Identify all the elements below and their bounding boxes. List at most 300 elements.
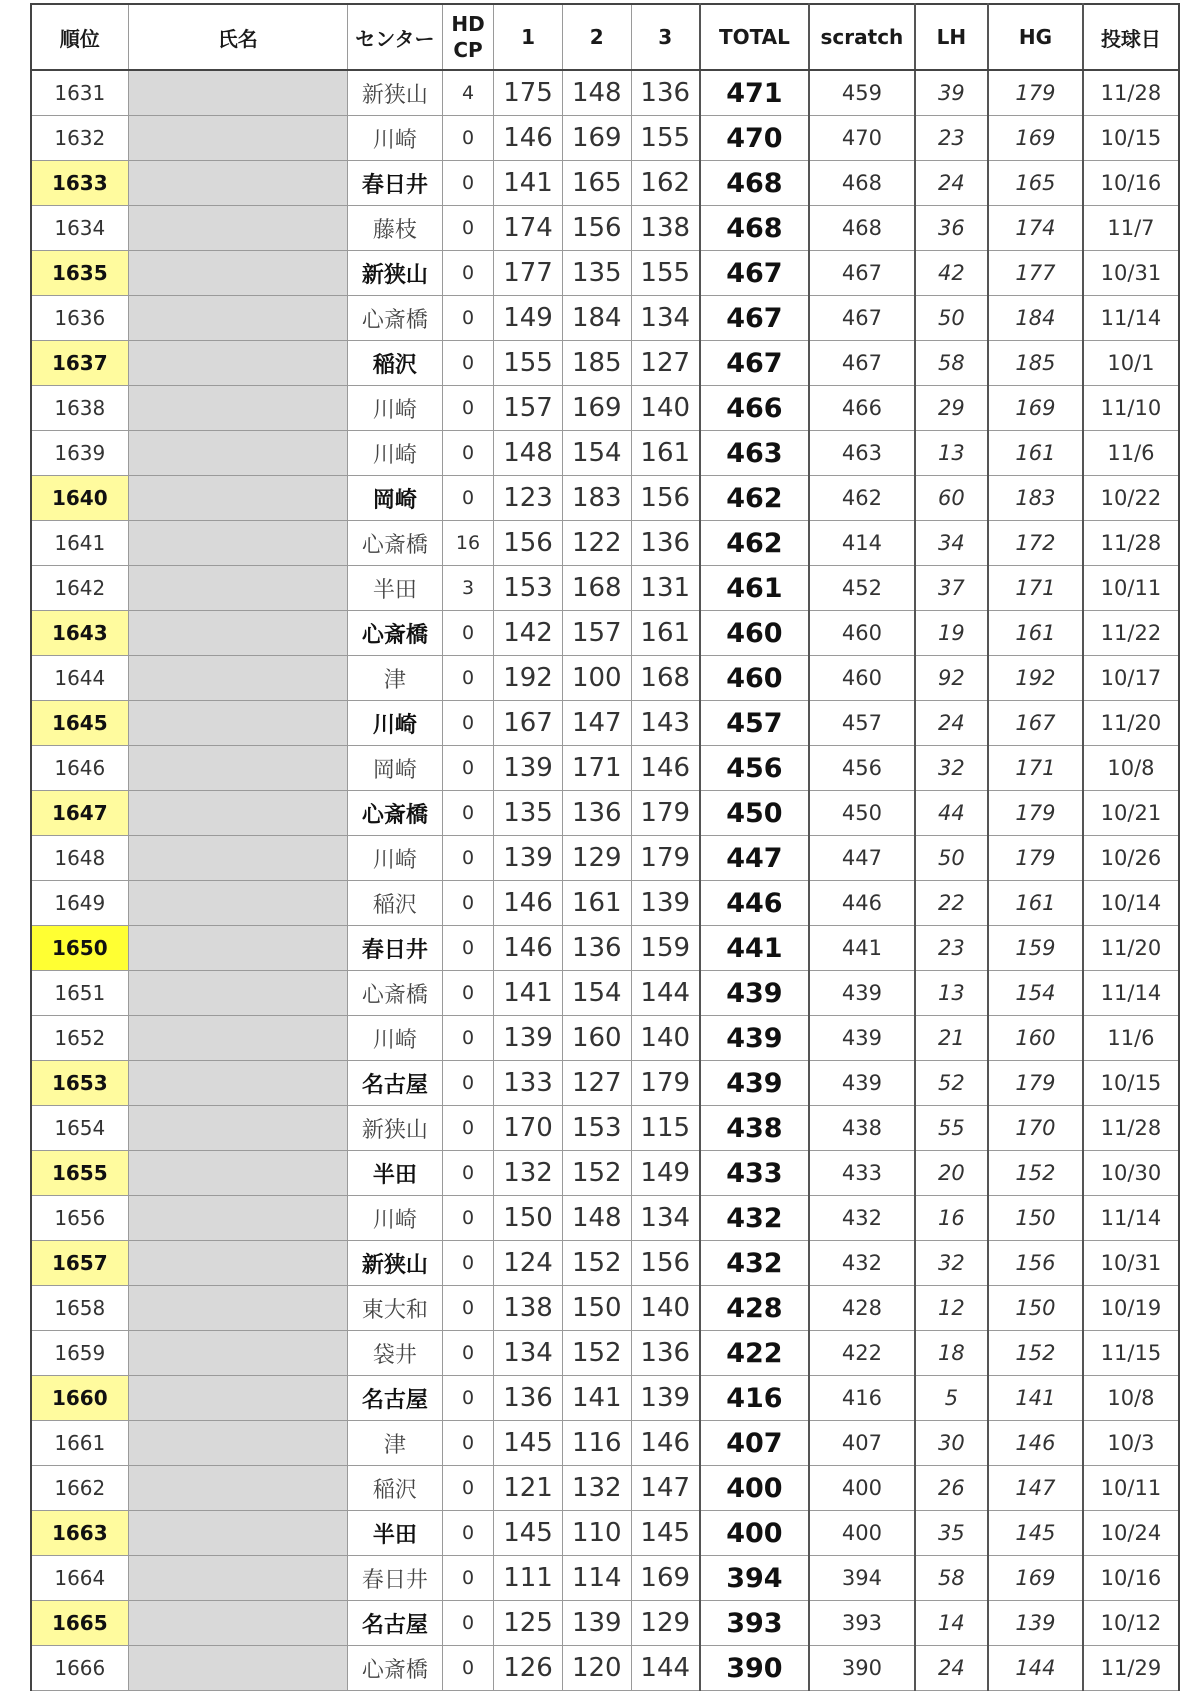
ranking-table bbox=[30, 3, 1180, 1691]
center-cell: 心斎橋 bbox=[347, 521, 442, 566]
hg-value: 169 bbox=[988, 1556, 1083, 1601]
rank-cell: 1662 bbox=[31, 1466, 128, 1511]
header-hdcp-line1: HD bbox=[451, 12, 485, 36]
rank-cell: 1664 bbox=[31, 1556, 128, 1601]
header-rank: 順位 bbox=[31, 4, 128, 70]
game-3-score: 136 bbox=[631, 1331, 700, 1376]
center-cell: 心斎橋 bbox=[347, 1646, 442, 1691]
table-row bbox=[31, 791, 1179, 836]
center-cell: 心斎橋 bbox=[347, 611, 442, 656]
hdcp-cell: 3 bbox=[442, 566, 493, 611]
game-2-score: 152 bbox=[562, 1241, 631, 1286]
table-row bbox=[31, 1376, 1179, 1421]
center-cell: 新狭山 bbox=[347, 1241, 442, 1286]
center-cell: 川崎 bbox=[347, 1196, 442, 1241]
game-2-score: 184 bbox=[562, 296, 631, 341]
hg-value: 150 bbox=[988, 1286, 1083, 1331]
hg-value: 179 bbox=[988, 836, 1083, 881]
center-cell: 岡崎 bbox=[347, 476, 442, 521]
game-1-score: 124 bbox=[494, 1241, 563, 1286]
hg-value: 170 bbox=[988, 1106, 1083, 1151]
center-cell: 心斎橋 bbox=[347, 971, 442, 1016]
bowling-date: 10/1 bbox=[1083, 341, 1179, 386]
bowling-date: 11/6 bbox=[1083, 431, 1179, 476]
center-cell: 稲沢 bbox=[347, 1466, 442, 1511]
total-score: 400 bbox=[700, 1466, 809, 1511]
table-row bbox=[31, 1421, 1179, 1466]
scratch-score: 463 bbox=[809, 431, 915, 476]
game-1-score: 177 bbox=[494, 251, 563, 296]
bowling-date: 11/14 bbox=[1083, 296, 1179, 341]
bowling-date: 10/11 bbox=[1083, 566, 1179, 611]
bowling-date: 10/21 bbox=[1083, 791, 1179, 836]
header-hdcp-line2: CP bbox=[453, 38, 483, 62]
table-row bbox=[31, 70, 1179, 116]
game-2-score: 139 bbox=[562, 1601, 631, 1646]
lh-value: 20 bbox=[915, 1151, 988, 1196]
table-row bbox=[31, 656, 1179, 701]
center-cell: 名古屋 bbox=[347, 1376, 442, 1421]
hg-value: 161 bbox=[988, 611, 1083, 656]
game-1-score: 170 bbox=[494, 1106, 563, 1151]
hdcp-cell: 0 bbox=[442, 971, 493, 1016]
rank-cell: 1659 bbox=[31, 1331, 128, 1376]
game-3-score: 136 bbox=[631, 70, 700, 116]
bowling-date: 10/31 bbox=[1083, 251, 1179, 296]
center-cell: 心斎橋 bbox=[347, 791, 442, 836]
name-cell bbox=[128, 476, 347, 521]
game-2-score: 114 bbox=[562, 1556, 631, 1601]
game-1-score: 141 bbox=[494, 971, 563, 1016]
game-2-score: 148 bbox=[562, 70, 631, 116]
game-3-score: 144 bbox=[631, 971, 700, 1016]
center-cell: 藤枝 bbox=[347, 206, 442, 251]
scratch-score: 447 bbox=[809, 836, 915, 881]
table-row bbox=[31, 521, 1179, 566]
center-cell: 津 bbox=[347, 1421, 442, 1466]
center-cell: 新狭山 bbox=[347, 1106, 442, 1151]
total-score: 450 bbox=[700, 791, 809, 836]
name-cell bbox=[128, 1331, 347, 1376]
game-2-score: 135 bbox=[562, 251, 631, 296]
rank-cell: 1635 bbox=[31, 251, 128, 296]
scratch-score: 467 bbox=[809, 341, 915, 386]
game-3-score: 129 bbox=[631, 1601, 700, 1646]
table-row bbox=[31, 296, 1179, 341]
hdcp-cell: 0 bbox=[442, 746, 493, 791]
rank-cell: 1640 bbox=[31, 476, 128, 521]
center-cell: 半田 bbox=[347, 566, 442, 611]
scratch-score: 450 bbox=[809, 791, 915, 836]
bowling-date: 11/20 bbox=[1083, 926, 1179, 971]
table-row bbox=[31, 116, 1179, 161]
rank-cell: 1638 bbox=[31, 386, 128, 431]
rank-cell: 1649 bbox=[31, 881, 128, 926]
game-1-score: 141 bbox=[494, 161, 563, 206]
hg-value: 146 bbox=[988, 1421, 1083, 1466]
hdcp-cell: 0 bbox=[442, 1106, 493, 1151]
hg-value: 161 bbox=[988, 881, 1083, 926]
game-3-score: 162 bbox=[631, 161, 700, 206]
table-row bbox=[31, 1556, 1179, 1601]
hdcp-cell: 0 bbox=[442, 296, 493, 341]
game-2-score: 168 bbox=[562, 566, 631, 611]
bowling-date: 11/14 bbox=[1083, 971, 1179, 1016]
center-cell: 半田 bbox=[347, 1511, 442, 1556]
hdcp-cell: 0 bbox=[442, 116, 493, 161]
name-cell bbox=[128, 1061, 347, 1106]
lh-value: 60 bbox=[915, 476, 988, 521]
table-row bbox=[31, 611, 1179, 656]
game-1-score: 132 bbox=[494, 1151, 563, 1196]
total-score: 394 bbox=[700, 1556, 809, 1601]
lh-value: 16 bbox=[915, 1196, 988, 1241]
center-cell: 東大和 bbox=[347, 1286, 442, 1331]
total-score: 460 bbox=[700, 611, 809, 656]
bowling-date: 11/22 bbox=[1083, 611, 1179, 656]
game-3-score: 146 bbox=[631, 746, 700, 791]
center-cell: 袋井 bbox=[347, 1331, 442, 1376]
game-2-score: 152 bbox=[562, 1331, 631, 1376]
lh-value: 36 bbox=[915, 206, 988, 251]
table-row bbox=[31, 1061, 1179, 1106]
game-2-score: 165 bbox=[562, 161, 631, 206]
hdcp-cell: 0 bbox=[442, 1466, 493, 1511]
game-2-score: 141 bbox=[562, 1376, 631, 1421]
game-1-score: 126 bbox=[494, 1646, 563, 1691]
hg-value: 152 bbox=[988, 1331, 1083, 1376]
center-cell: 春日井 bbox=[347, 1556, 442, 1601]
game-1-score: 134 bbox=[494, 1331, 563, 1376]
table-row bbox=[31, 341, 1179, 386]
total-score: 393 bbox=[700, 1601, 809, 1646]
name-cell bbox=[128, 1286, 347, 1331]
table-row bbox=[31, 1511, 1179, 1556]
scratch-score: 400 bbox=[809, 1466, 915, 1511]
hdcp-cell: 0 bbox=[442, 251, 493, 296]
total-score: 462 bbox=[700, 476, 809, 521]
header-lh: LH bbox=[915, 4, 988, 70]
bowling-date: 10/3 bbox=[1083, 1421, 1179, 1466]
header-name: 氏名 bbox=[128, 4, 347, 70]
name-cell bbox=[128, 791, 347, 836]
game-3-score: 169 bbox=[631, 1556, 700, 1601]
lh-value: 32 bbox=[915, 746, 988, 791]
center-cell: 名古屋 bbox=[347, 1601, 442, 1646]
scratch-score: 460 bbox=[809, 611, 915, 656]
table-row bbox=[31, 251, 1179, 296]
game-1-score: 153 bbox=[494, 566, 563, 611]
rank-cell: 1655 bbox=[31, 1151, 128, 1196]
scratch-score: 393 bbox=[809, 1601, 915, 1646]
center-cell: 川崎 bbox=[347, 1016, 442, 1061]
name-cell bbox=[128, 1106, 347, 1151]
lh-value: 39 bbox=[915, 70, 988, 116]
lh-value: 24 bbox=[915, 161, 988, 206]
bowling-date: 11/28 bbox=[1083, 70, 1179, 116]
lh-value: 92 bbox=[915, 656, 988, 701]
hdcp-cell: 0 bbox=[442, 1511, 493, 1556]
game-3-score: 168 bbox=[631, 656, 700, 701]
name-cell bbox=[128, 386, 347, 431]
total-score: 390 bbox=[700, 1646, 809, 1691]
scratch-score: 432 bbox=[809, 1196, 915, 1241]
name-cell bbox=[128, 1601, 347, 1646]
game-1-score: 174 bbox=[494, 206, 563, 251]
table-row bbox=[31, 926, 1179, 971]
scratch-score: 407 bbox=[809, 1421, 915, 1466]
bowling-date: 11/20 bbox=[1083, 701, 1179, 746]
hdcp-cell: 0 bbox=[442, 1241, 493, 1286]
hg-value: 161 bbox=[988, 431, 1083, 476]
game-3-score: 147 bbox=[631, 1466, 700, 1511]
rank-cell: 1639 bbox=[31, 431, 128, 476]
game-2-score: 132 bbox=[562, 1466, 631, 1511]
name-cell bbox=[128, 1421, 347, 1466]
hg-value: 139 bbox=[988, 1601, 1083, 1646]
rank-cell: 1642 bbox=[31, 566, 128, 611]
table-row bbox=[31, 971, 1179, 1016]
game-3-score: 144 bbox=[631, 1646, 700, 1691]
lh-value: 58 bbox=[915, 341, 988, 386]
game-1-score: 157 bbox=[494, 386, 563, 431]
game-3-score: 134 bbox=[631, 296, 700, 341]
hdcp-cell: 0 bbox=[442, 1196, 493, 1241]
game-2-score: 157 bbox=[562, 611, 631, 656]
hdcp-cell: 0 bbox=[442, 611, 493, 656]
total-score: 467 bbox=[700, 296, 809, 341]
scratch-score: 394 bbox=[809, 1556, 915, 1601]
game-1-score: 125 bbox=[494, 1601, 563, 1646]
bowling-date: 10/22 bbox=[1083, 476, 1179, 521]
header-center: センター bbox=[347, 4, 442, 70]
name-cell bbox=[128, 1241, 347, 1286]
game-1-score: 155 bbox=[494, 341, 563, 386]
scratch-score: 468 bbox=[809, 206, 915, 251]
game-3-score: 140 bbox=[631, 1016, 700, 1061]
game-3-score: 159 bbox=[631, 926, 700, 971]
name-cell bbox=[128, 161, 347, 206]
game-1-score: 156 bbox=[494, 521, 563, 566]
hg-value: 154 bbox=[988, 971, 1083, 1016]
game-2-score: 153 bbox=[562, 1106, 631, 1151]
table-row bbox=[31, 1196, 1179, 1241]
header-hdcp bbox=[442, 4, 493, 70]
game-2-score: 110 bbox=[562, 1511, 631, 1556]
game-3-score: 179 bbox=[631, 836, 700, 881]
hg-value: 165 bbox=[988, 161, 1083, 206]
game-3-score: 140 bbox=[631, 386, 700, 431]
scratch-score: 439 bbox=[809, 971, 915, 1016]
game-2-score: 150 bbox=[562, 1286, 631, 1331]
game-3-score: 136 bbox=[631, 521, 700, 566]
rank-cell: 1634 bbox=[31, 206, 128, 251]
name-cell bbox=[128, 1196, 347, 1241]
name-cell bbox=[128, 1466, 347, 1511]
lh-value: 26 bbox=[915, 1466, 988, 1511]
header-scratch: scratch bbox=[809, 4, 915, 70]
rank-cell: 1665 bbox=[31, 1601, 128, 1646]
scratch-score: 467 bbox=[809, 296, 915, 341]
name-cell bbox=[128, 1646, 347, 1691]
lh-value: 52 bbox=[915, 1061, 988, 1106]
hg-value: 179 bbox=[988, 791, 1083, 836]
scratch-score: 452 bbox=[809, 566, 915, 611]
hdcp-cell: 0 bbox=[442, 206, 493, 251]
table-row bbox=[31, 476, 1179, 521]
game-1-score: 123 bbox=[494, 476, 563, 521]
hdcp-cell: 0 bbox=[442, 1016, 493, 1061]
scratch-score: 439 bbox=[809, 1016, 915, 1061]
header-date: 投球日 bbox=[1083, 4, 1179, 70]
rank-cell: 1632 bbox=[31, 116, 128, 161]
game-3-score: 134 bbox=[631, 1196, 700, 1241]
lh-value: 14 bbox=[915, 1601, 988, 1646]
table-row bbox=[31, 881, 1179, 926]
hg-value: 160 bbox=[988, 1016, 1083, 1061]
game-2-score: 185 bbox=[562, 341, 631, 386]
scratch-score: 439 bbox=[809, 1061, 915, 1106]
game-3-score: 156 bbox=[631, 1241, 700, 1286]
rank-cell: 1650 bbox=[31, 926, 128, 971]
bowling-date: 10/19 bbox=[1083, 1286, 1179, 1331]
center-cell: 新狭山 bbox=[347, 251, 442, 296]
game-1-score: 139 bbox=[494, 1016, 563, 1061]
center-cell: 川崎 bbox=[347, 701, 442, 746]
hg-value: 183 bbox=[988, 476, 1083, 521]
lh-value: 50 bbox=[915, 296, 988, 341]
scratch-score: 428 bbox=[809, 1286, 915, 1331]
game-1-score: 149 bbox=[494, 296, 563, 341]
game-2-score: 120 bbox=[562, 1646, 631, 1691]
bowling-date: 10/24 bbox=[1083, 1511, 1179, 1556]
total-score: 463 bbox=[700, 431, 809, 476]
name-cell bbox=[128, 746, 347, 791]
hg-value: 172 bbox=[988, 521, 1083, 566]
bowling-date: 10/15 bbox=[1083, 1061, 1179, 1106]
game-1-score: 139 bbox=[494, 836, 563, 881]
bowling-date: 10/8 bbox=[1083, 746, 1179, 791]
name-cell bbox=[128, 1511, 347, 1556]
scratch-score: 468 bbox=[809, 161, 915, 206]
name-cell bbox=[128, 1151, 347, 1196]
rank-cell: 1651 bbox=[31, 971, 128, 1016]
lh-value: 24 bbox=[915, 701, 988, 746]
game-3-score: 179 bbox=[631, 791, 700, 836]
hdcp-cell: 0 bbox=[442, 1151, 493, 1196]
scratch-score: 460 bbox=[809, 656, 915, 701]
lh-value: 5 bbox=[915, 1376, 988, 1421]
hg-value: 192 bbox=[988, 656, 1083, 701]
total-score: 457 bbox=[700, 701, 809, 746]
game-2-score: 183 bbox=[562, 476, 631, 521]
game-3-score: 146 bbox=[631, 1421, 700, 1466]
rank-cell: 1633 bbox=[31, 161, 128, 206]
name-cell bbox=[128, 836, 347, 881]
name-cell bbox=[128, 1376, 347, 1421]
rank-cell: 1666 bbox=[31, 1646, 128, 1691]
name-cell bbox=[128, 566, 347, 611]
hg-value: 185 bbox=[988, 341, 1083, 386]
game-2-score: 136 bbox=[562, 926, 631, 971]
table-row bbox=[31, 206, 1179, 251]
table-row bbox=[31, 1286, 1179, 1331]
name-cell bbox=[128, 431, 347, 476]
bowling-date: 10/11 bbox=[1083, 1466, 1179, 1511]
center-cell: 岡崎 bbox=[347, 746, 442, 791]
total-score: 456 bbox=[700, 746, 809, 791]
total-score: 428 bbox=[700, 1286, 809, 1331]
lh-value: 23 bbox=[915, 926, 988, 971]
game-3-score: 131 bbox=[631, 566, 700, 611]
center-cell: 名古屋 bbox=[347, 1061, 442, 1106]
scratch-score: 422 bbox=[809, 1331, 915, 1376]
scratch-score: 441 bbox=[809, 926, 915, 971]
game-3-score: 149 bbox=[631, 1151, 700, 1196]
game-3-score: 127 bbox=[631, 341, 700, 386]
game-3-score: 139 bbox=[631, 881, 700, 926]
hdcp-cell: 0 bbox=[442, 161, 493, 206]
game-1-score: 133 bbox=[494, 1061, 563, 1106]
lh-value: 55 bbox=[915, 1106, 988, 1151]
bowling-date: 11/29 bbox=[1083, 1646, 1179, 1691]
game-1-score: 146 bbox=[494, 881, 563, 926]
game-2-score: 136 bbox=[562, 791, 631, 836]
rank-cell: 1653 bbox=[31, 1061, 128, 1106]
table-row bbox=[31, 1601, 1179, 1646]
game-2-score: 148 bbox=[562, 1196, 631, 1241]
game-1-score: 145 bbox=[494, 1421, 563, 1466]
total-score: 446 bbox=[700, 881, 809, 926]
game-1-score: 150 bbox=[494, 1196, 563, 1241]
name-cell bbox=[128, 251, 347, 296]
total-score: 468 bbox=[700, 161, 809, 206]
hdcp-cell: 4 bbox=[442, 70, 493, 116]
game-2-score: 160 bbox=[562, 1016, 631, 1061]
total-score: 467 bbox=[700, 251, 809, 296]
game-1-score: 111 bbox=[494, 1556, 563, 1601]
rank-cell: 1644 bbox=[31, 656, 128, 701]
lh-value: 21 bbox=[915, 1016, 988, 1061]
header-hg: HG bbox=[988, 4, 1083, 70]
rank-cell: 1631 bbox=[31, 70, 128, 116]
name-cell bbox=[128, 611, 347, 656]
game-3-score: 140 bbox=[631, 1286, 700, 1331]
name-cell bbox=[128, 70, 347, 116]
lh-value: 42 bbox=[915, 251, 988, 296]
game-3-score: 161 bbox=[631, 611, 700, 656]
rank-cell: 1641 bbox=[31, 521, 128, 566]
total-score: 407 bbox=[700, 1421, 809, 1466]
game-1-score: 121 bbox=[494, 1466, 563, 1511]
hg-value: 171 bbox=[988, 566, 1083, 611]
total-score: 467 bbox=[700, 341, 809, 386]
game-2-score: 156 bbox=[562, 206, 631, 251]
rank-cell: 1637 bbox=[31, 341, 128, 386]
rank-cell: 1654 bbox=[31, 1106, 128, 1151]
table-row bbox=[31, 746, 1179, 791]
lh-value: 58 bbox=[915, 1556, 988, 1601]
hdcp-cell: 0 bbox=[442, 1421, 493, 1466]
scratch-score: 390 bbox=[809, 1646, 915, 1691]
rank-cell: 1652 bbox=[31, 1016, 128, 1061]
game-3-score: 145 bbox=[631, 1511, 700, 1556]
hg-value: 171 bbox=[988, 746, 1083, 791]
game-3-score: 115 bbox=[631, 1106, 700, 1151]
scratch-score: 414 bbox=[809, 521, 915, 566]
bowling-date: 10/16 bbox=[1083, 161, 1179, 206]
rank-cell: 1660 bbox=[31, 1376, 128, 1421]
